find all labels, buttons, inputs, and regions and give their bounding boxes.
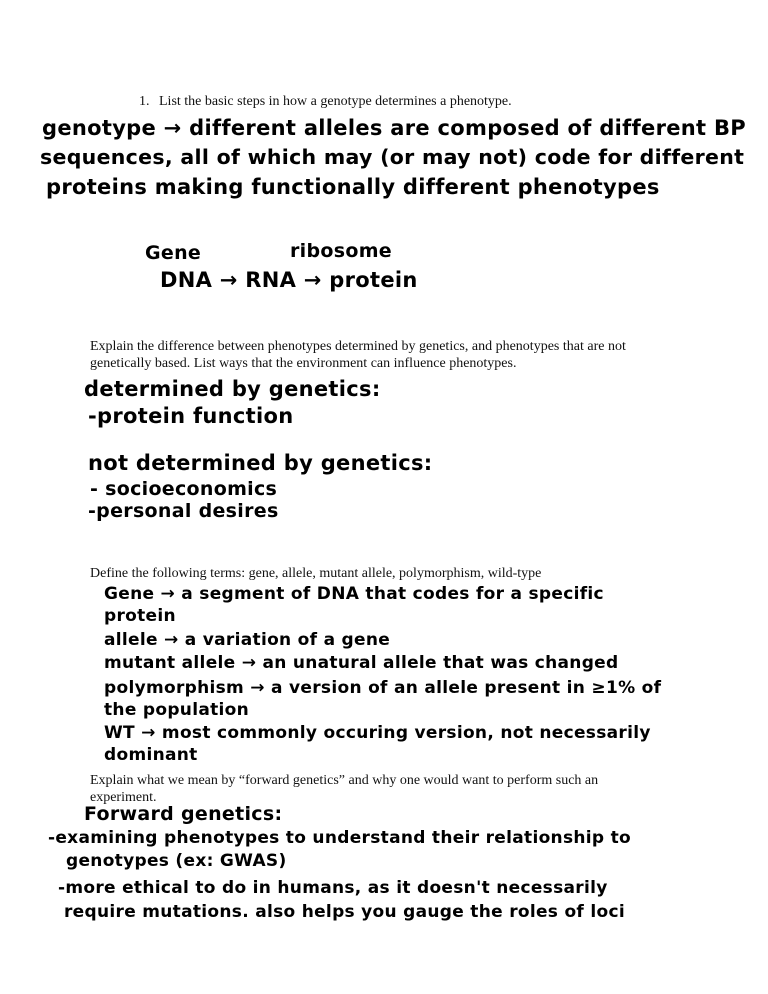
q4-answer-line-3: genotypes (ex: GWAS) [66,851,287,871]
question-4-prompt-line-1: Explain what we mean by “forward genetics” and why one would want to perform such an [90,773,599,788]
q3-answer-line-3: allele → a variation of a gene [104,630,391,650]
question-1-number: 1. [139,94,150,109]
q3-answer-line-6: the population [104,700,250,720]
q3-answer-line-7: WT → most commonly occuring version, not necessarily [104,723,651,743]
question-4-prompt-line-2: experiment. [90,790,157,805]
q3-answer-line-5: polymorphism → a version of an allele present in ≥1% of [104,678,662,698]
q3-answer-line-4: mutant allele → an unatural allele that was changed [104,653,619,673]
q2-answer-line-3: not determined by genetics: [88,451,433,475]
q2-answer-line-4: - socioeconomics [90,478,278,500]
q1-answer-line-1: genotype → different alleles are composed of different BP [42,116,746,140]
question-2-prompt-line-2: genetically based. List ways that the environment can influence phenotypes. [90,356,517,371]
q4-answer-line-5: require mutations. also helps you gauge the roles of loci [64,902,625,922]
q4-answer-line-4: -more ethical to do in humans, as it doesn't necessarily [58,878,608,898]
q3-answer-line-1: Gene → a segment of DNA that codes for a specific [104,584,604,604]
question-3-prompt: Define the following terms: gene, allele, mutant allele, polymorphism, wild-type [90,566,542,581]
q4-answer-line-1: Forward genetics: [84,803,283,825]
q3-answer-line-2: protein [104,606,176,626]
question-1-prompt: List the basic steps in how a genotype determines a phenotype. [159,94,512,109]
q1-answer-line-2: sequences, all of which may (or may not) code for different [40,145,745,169]
q2-answer-line-1: determined by genetics: [84,377,381,401]
q1-diagram-flow: DNA → RNA → protein [160,268,418,292]
q3-answer-line-8: dominant [104,745,198,765]
q2-answer-line-5: -personal desires [88,500,279,522]
q4-answer-line-2: -examining phenotypes to understand their relationship to [48,828,632,848]
q1-diagram-ribosome-label: ribosome [290,240,392,262]
q2-answer-line-2: -protein function [88,404,294,428]
q1-diagram-gene-label: Gene [145,242,202,264]
q1-answer-line-3: proteins making functionally different phenotypes [46,175,660,199]
question-2-prompt-line-1: Explain the difference between phenotypes determined by genetics, and phenotypes that are not [90,339,626,354]
